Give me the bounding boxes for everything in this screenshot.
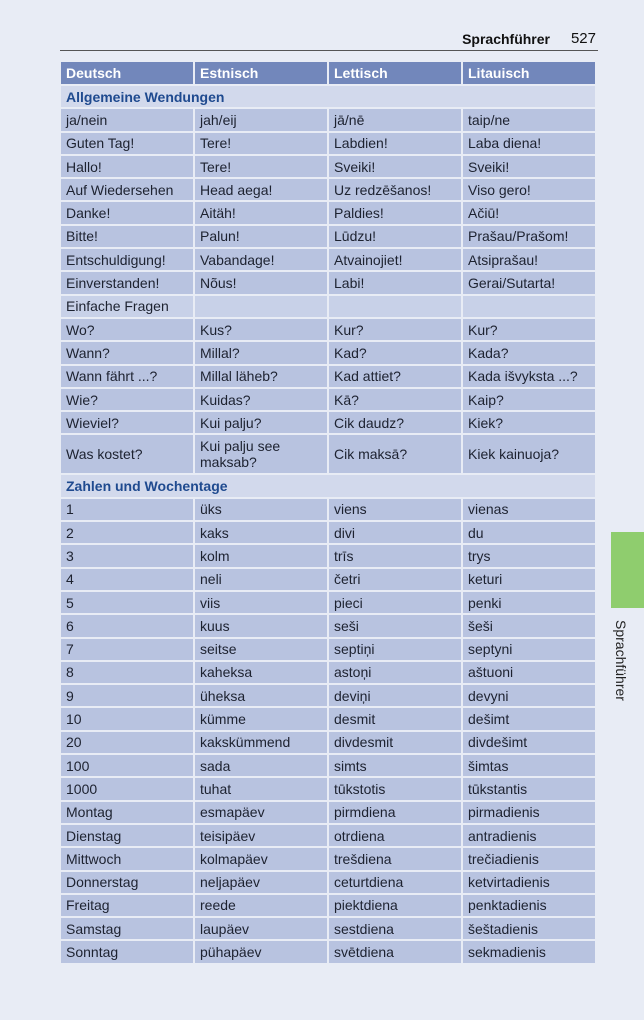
table-cell: Labdien! [329,133,461,154]
table-cell: vienas [463,499,595,520]
table-cell: četri [329,569,461,590]
table-cell: Kada? [463,342,595,363]
table-cell: Ačiū! [463,202,595,223]
table-cell: 8 [61,662,193,683]
table-cell: ja/nein [61,109,193,130]
table-row [61,366,595,387]
table-cell: Wieviel? [61,412,193,433]
table-cell: reede [195,895,327,916]
table-cell: Kui palju see maksab? [195,435,327,473]
table-row [61,615,595,636]
table-row [61,319,595,340]
table-cell: 2 [61,522,193,543]
table-row [61,249,595,270]
table-row [61,848,595,869]
table-cell: neljapäev [195,872,327,893]
table-cell: Lūdzu! [329,226,461,247]
table-cell: 100 [61,755,193,776]
table-row [61,755,595,776]
table-cell: pieci [329,592,461,613]
table-row [61,179,595,200]
table-row [61,941,595,962]
table-cell: sekmadienis [463,941,595,962]
table-cell: Sonntag [61,941,193,962]
column-header: Lettisch [329,62,461,84]
table-cell: penktadienis [463,895,595,916]
table-cell: Was kostet? [61,435,193,473]
table-cell: 10 [61,708,193,729]
table-cell: šeštadienis [463,918,595,939]
table-cell: seši [329,615,461,636]
table-row [61,872,595,893]
table-cell: Guten Tag! [61,133,193,154]
table-row [61,435,595,473]
table-cell: ketvirtadienis [463,872,595,893]
running-title: Sprachführer [462,31,550,47]
table-cell: Kuidas? [195,389,327,410]
table-cell: kolmapäev [195,848,327,869]
table-cell: Tere! [195,133,327,154]
table-cell: Kad attiet? [329,366,461,387]
table-row [61,226,595,247]
empty-cell [329,296,461,317]
table-cell: sestdiena [329,918,461,939]
table-cell: Head aega! [195,179,327,200]
table-cell: trečiadienis [463,848,595,869]
table-cell: sada [195,755,327,776]
table-cell: Kada išvyksta ...? [463,366,595,387]
table-cell: 4 [61,569,193,590]
table-cell: trys [463,545,595,566]
table-cell: 20 [61,732,193,753]
table-row [61,412,595,433]
table-cell: tuhat [195,778,327,799]
table-cell: tūkstotis [329,778,461,799]
table-cell: tūkstantis [463,778,595,799]
table-cell: desmit [329,708,461,729]
table-cell: neli [195,569,327,590]
table-cell: trešdiena [329,848,461,869]
table-header-row [61,62,595,84]
table-cell: Wann fährt ...? [61,366,193,387]
table-cell: Labi! [329,272,461,293]
table-cell: Montag [61,802,193,823]
table-cell: astoņi [329,662,461,683]
table-cell: 1000 [61,778,193,799]
table-cell: Kur? [463,319,595,340]
table-cell: kümme [195,708,327,729]
table-cell: deviņi [329,685,461,706]
table-row [61,109,595,130]
table-cell: Paldies! [329,202,461,223]
phrase-table [59,60,597,965]
table-cell: Atvainojiet! [329,249,461,270]
table-cell: Danke! [61,202,193,223]
column-header: Estnisch [195,62,327,84]
table-row [61,342,595,363]
table-cell: Hallo! [61,156,193,177]
table-row [61,499,595,520]
table-cell: Tere! [195,156,327,177]
table-row [61,708,595,729]
table-cell: divdesmit [329,732,461,753]
table-cell: pirmdiena [329,802,461,823]
table-cell: üks [195,499,327,520]
table-cell: kaks [195,522,327,543]
table-cell: kuus [195,615,327,636]
table-cell: septiņi [329,639,461,660]
table-row [61,522,595,543]
table-row [61,918,595,939]
table-row [61,569,595,590]
table-row [61,685,595,706]
table-cell: laupäev [195,918,327,939]
table-cell: Kiek kainuoja? [463,435,595,473]
table-cell: Kaip? [463,389,595,410]
empty-cell [463,296,595,317]
table-cell: Dienstag [61,825,193,846]
table-row [61,272,595,293]
section-heading-row [61,475,595,496]
table-cell: taip/ne [463,109,595,130]
table-row [61,202,595,223]
table-row [61,545,595,566]
table-cell: šeši [463,615,595,636]
table-cell: kolm [195,545,327,566]
column-header: Litauisch [463,62,595,84]
table-cell: keturi [463,569,595,590]
table-cell: 5 [61,592,193,613]
table-cell: Samstag [61,918,193,939]
table-cell: Millal? [195,342,327,363]
table-cell: simts [329,755,461,776]
subheading-row [61,296,595,317]
table-body [61,86,595,963]
section-heading: Zahlen und Wochentage [61,475,595,496]
table-cell: kaheksa [195,662,327,683]
table-row [61,732,595,753]
table-row [61,389,595,410]
subheading: Einfache Fragen [61,296,193,317]
table-cell: 9 [61,685,193,706]
table-cell: Bitte! [61,226,193,247]
table-cell: seitse [195,639,327,660]
table-row [61,802,595,823]
table-cell: Kad? [329,342,461,363]
table-cell: Palun! [195,226,327,247]
table-cell: trīs [329,545,461,566]
table-cell: Cik daudz? [329,412,461,433]
table-cell: svētdiena [329,941,461,962]
table-cell: pühapäev [195,941,327,962]
chapter-tab [611,532,644,608]
table-cell: Kā? [329,389,461,410]
page-header [60,28,598,51]
table-cell: Wann? [61,342,193,363]
table-cell: Kus? [195,319,327,340]
empty-cell [195,296,327,317]
table-cell: Wo? [61,319,193,340]
chapter-tab-label: Sprachführer [613,620,629,701]
table-cell: septyni [463,639,595,660]
table-cell: viis [195,592,327,613]
table-cell: Millal läheb? [195,366,327,387]
table-cell: divi [329,522,461,543]
section-heading-row [61,86,595,107]
table-cell: penki [463,592,595,613]
table-cell: Einverstanden! [61,272,193,293]
table-row [61,778,595,799]
table-cell: Kiek? [463,412,595,433]
table-row [61,895,595,916]
table-cell: Sveiki! [463,156,595,177]
column-header: Deutsch [61,62,193,84]
table-cell: esmapäev [195,802,327,823]
table-cell: devyni [463,685,595,706]
table-cell: Aitäh! [195,202,327,223]
table-row [61,156,595,177]
table-row [61,825,595,846]
table-cell: Wie? [61,389,193,410]
table-cell: Nõus! [195,272,327,293]
table-cell: Donnerstag [61,872,193,893]
table-cell: 1 [61,499,193,520]
table-cell: 3 [61,545,193,566]
table-cell: jah/eij [195,109,327,130]
table-cell: antradienis [463,825,595,846]
table-cell: du [463,522,595,543]
table-cell: ceturtdiena [329,872,461,893]
table-cell: Entschuldigung! [61,249,193,270]
table-cell: Cik maksā? [329,435,461,473]
table-cell: jā/nē [329,109,461,130]
table-cell: Sveiki! [329,156,461,177]
table-cell: Atsiprašau! [463,249,595,270]
table-cell: Mittwoch [61,848,193,869]
table-cell: Auf Wiedersehen [61,179,193,200]
table-cell: divdešimt [463,732,595,753]
table-cell: Gerai/Sutarta! [463,272,595,293]
page-number: 527 [570,30,596,47]
table-cell: kakskümmend [195,732,327,753]
table-cell: Kur? [329,319,461,340]
table-cell: šimtas [463,755,595,776]
table-cell: otrdiena [329,825,461,846]
table-row [61,639,595,660]
table-cell: Kui palju? [195,412,327,433]
table-cell: piektdiena [329,895,461,916]
table-cell: aštuoni [463,662,595,683]
table-cell: dešimt [463,708,595,729]
table-row [61,662,595,683]
table-cell: Prašau/Prašom! [463,226,595,247]
table-cell: Uz redzēšanos! [329,179,461,200]
table-cell: 7 [61,639,193,660]
table-cell: pirmadienis [463,802,595,823]
table-row [61,133,595,154]
table-cell: üheksa [195,685,327,706]
table-cell: Vabandage! [195,249,327,270]
table-cell: viens [329,499,461,520]
table-cell: Viso gero! [463,179,595,200]
table-cell: 6 [61,615,193,636]
table-row [61,592,595,613]
table-cell: Freitag [61,895,193,916]
table-cell: teisipäev [195,825,327,846]
section-heading: Allgemeine Wendungen [61,86,595,107]
table-cell: Laba diena! [463,133,595,154]
